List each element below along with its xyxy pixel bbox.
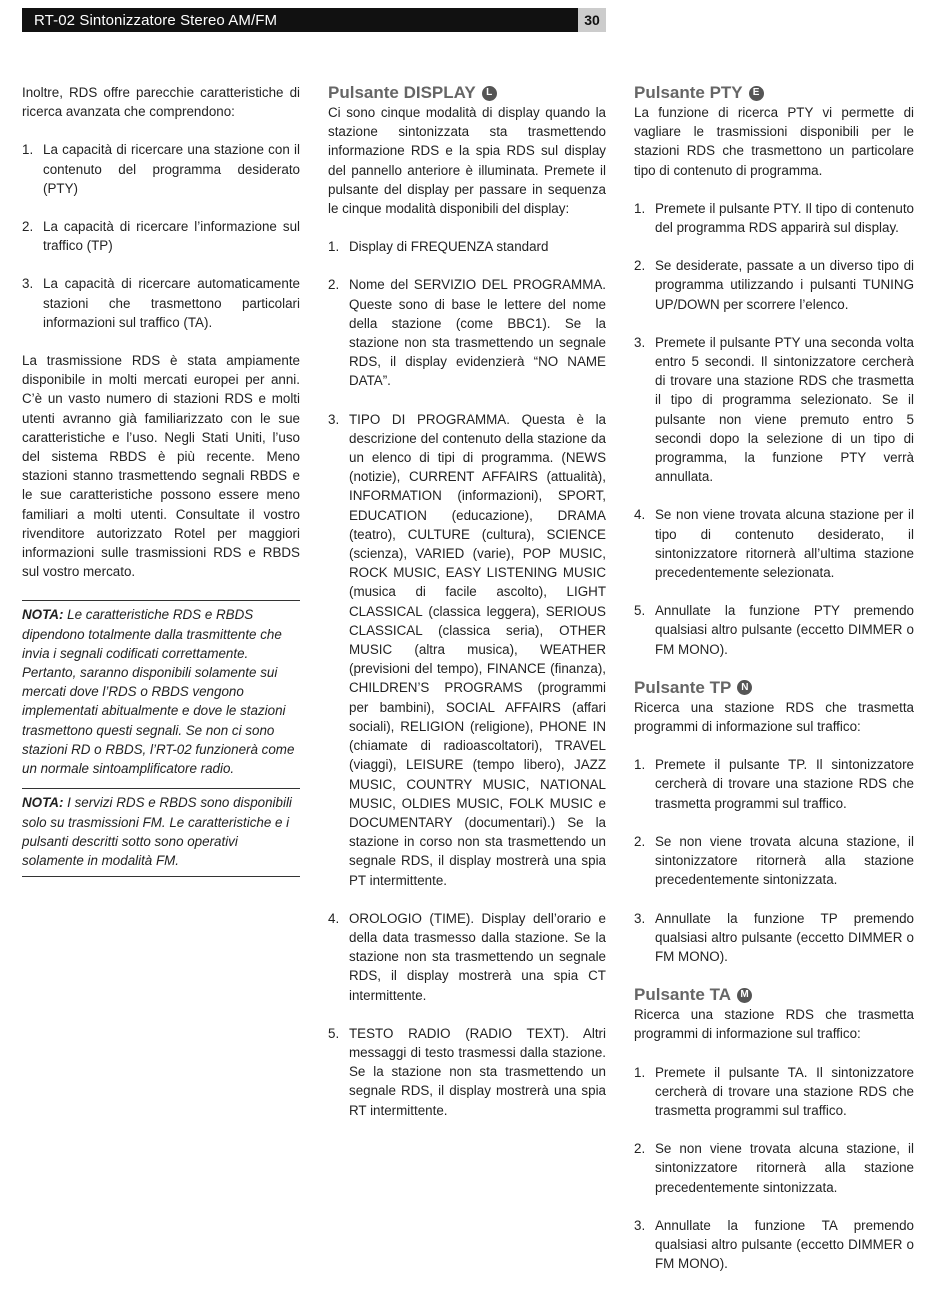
- list-text: OROLOGIO (TIME). Display dell’orario e della data trasmesso dalla stazione. Se la stazione non sta trasmettendo un segnale RDS, il display mostrerà una spia CT intermittente.: [349, 910, 606, 1003]
- list-number: 5.: [328, 1025, 340, 1041]
- list-text: Se desiderate, passate a un diverso tipo di programma utilizzando i pulsanti TUNING UP/DOWN per scorrere l’elenco.: [655, 258, 914, 312]
- list-number: 2.: [634, 833, 646, 849]
- list-item: [634, 333, 914, 487]
- tp-steps-list: [634, 755, 914, 966]
- list-number: 1.: [22, 142, 34, 158]
- section-tp: [634, 678, 914, 966]
- list-text: Se non viene trovata alcuna stazione, il sintonizzatore ritornerà alla stazione precedentemente sintonizzata.: [655, 1141, 914, 1195]
- note-text: Le caratteristiche RDS e RBDS dipendono totalmente dalla trasmittente che invia i segnali codificati correttamente. Pertanto, saranno disponibili solamente sui mercati dove l’RDS o RBDS vengono implementati abitualmente e dove le stazioni trasmettono questi segnali. Se non ci sono stazioni RD o RBDS, l’RT-02 funzionerà come un normale sintoamplificatore radio.: [22, 607, 295, 777]
- list-number: 1.: [634, 1064, 646, 1080]
- list-number: 4.: [634, 507, 646, 523]
- list-item: [634, 1063, 914, 1121]
- list-text: Premete il pulsante TA. Il sintonizzatore cercherà di trovare una stazione RDS che trasmetta programmi sul traffico.: [655, 1064, 914, 1118]
- list-text: La capacità di ricercare l’informazione sul traffico (TP): [43, 219, 300, 254]
- list-item: [328, 237, 606, 256]
- section-pty: [634, 83, 914, 659]
- heading-text: Pulsante TP: [634, 677, 732, 697]
- list-text: Se non viene trovata alcuna stazione per il tipo di contenuto desiderato, il sintonizzatore ritornerà all’ultima stazione precedentemente selezionata.: [655, 507, 914, 581]
- list-text: La capacità di ricercare automaticamente stazioni che trasmettono particolari informazioni sul traffico (TA).: [43, 276, 300, 330]
- page-header: [22, 8, 606, 32]
- section-heading-pty: [634, 83, 914, 103]
- display-modes-list: [328, 237, 606, 1120]
- note-box: [22, 600, 300, 782]
- list-number: 1.: [328, 239, 340, 255]
- list-text: Display di FREQUENZA standard: [349, 239, 549, 255]
- rds-paragraph: La trasmissione RDS è stata ampiamente disponibile in molti mercati europei per anni. C’è un vasto numero di stazioni RDS e molti utenti avranno già familiarizzato con le sue caratteristiche e l’uso. Negli Stati Uniti, l’uso del sistema RBDS è più recente. Meno stazioni stanno trasmettendo segnali RBDS e le sue caratteristiche possono essere meno familiari a molti utenti. Consultate il vostro rivenditore autorizzato Rotel per maggiori informazioni sulle trasmissioni RDS e RBDS sul vostro mercato.: [22, 353, 300, 580]
- list-text: Se non viene trovata alcuna stazione, il sintonizzatore ritornerà alla stazione precedentemente sintonizzata.: [655, 833, 914, 888]
- section-intro: Ci sono cinque modalità di display quando la stazione sintonizzata sta trasmettendo informazione RDS e la spia RDS sul display del pannello anteriore è illuminata. Premete il pulsante del display per passare in sequenza le cinque modalità disponibili del display:: [328, 105, 606, 217]
- column-1: [22, 83, 300, 883]
- list-text: Premete il pulsante PTY una seconda volta entro 5 secondi. Il sintonizzatore cercherà di trovare una stazione RDS che trasmetta il tipo di programma selezionato. Se il pulsante non viene premuto entro 5 secondi dopo la selezione di un tipo di programma, la funzione PTY verrà annullata.: [655, 334, 914, 485]
- note-label: NOTA:: [22, 607, 64, 623]
- list-text: Annullate la funzione PTY premendo qualsiasi altro pulsante (eccetto DIMMER o FM MONO).: [655, 603, 914, 657]
- list-text: La capacità di ricercare una stazione con il contenuto del programma desiderato (PTY): [43, 142, 300, 196]
- list-number: 3.: [328, 411, 340, 427]
- list-text: Annullate la funzione TA premendo qualsiasi altro pulsante (eccetto DIMMER o FM MONO).: [655, 1217, 914, 1272]
- page-number: 30: [578, 8, 606, 32]
- list-item: [22, 274, 300, 332]
- list-number: 1.: [634, 200, 646, 216]
- list-item: [634, 505, 914, 582]
- pty-steps-list: [634, 199, 914, 659]
- note-text: I servizi RDS e RBDS sono disponibili solo su trasmissioni FM. Le caratteristiche e i pulsanti descritti sotto sono operativi solamente in modalità FM.: [22, 795, 292, 868]
- heading-text: Pulsante TA: [634, 985, 731, 1005]
- note-box: [22, 788, 300, 877]
- list-text: TIPO DI PROGRAMMA. Questa è la descrizione del contenuto della stazione da un elenco di tipi di programma. (NEWS (notizie), CURRENT AFFAIRS (attualità), INFORMATION (informazioni), SPORT, EDUCATION (educazione), DRAMA (teatro), CULTURE (cultura), SCIENCE (scienza), VARIED (varie), POP MUSIC, ROCK MUSIC, EASY LISTENING MUSIC (musica di facile ascolto), LIGHT CLASSICAL (classica leggera), SERIOUS CLASSICAL (classica seria), OTHER MUSIC (altra musica), WEATHER (previsioni del tempo), FINANCE (finanza), CHILDREN’S PROGRAMS (programmi per bambini), SOCIAL AFFAIRS (affari sociali), RELIGION (religione), PHONE IN (chiamate di radioascoltatori), TRAVEL (viaggi), LEISURE (tempo libero), JAZZ MUSIC, COUNTRY MUSIC, NATIONAL MUSIC, OLDIES MUSIC, FOLK MUSIC e DOCUMENTARY (documentari).) Se la stazione in corso non sta trasmettendo un segnale RDS, il display mostrerà una spia PT intermittente.: [349, 411, 606, 888]
- list-item: [328, 1024, 606, 1120]
- list-number: 3.: [634, 334, 646, 350]
- rds-features-list: [22, 140, 300, 332]
- badge-icon: E: [749, 86, 764, 101]
- intro-paragraph: Inoltre, RDS offre parecchie caratteristiche di ricerca avanzata che comprendono:: [22, 85, 300, 120]
- list-number: 3.: [634, 910, 646, 926]
- list-number: 1.: [634, 757, 646, 773]
- note-label: NOTA:: [22, 795, 64, 811]
- list-text: Nome del SERVIZIO DEL PROGRAMMA. Queste sono di base le lettere del nome della stazione (come BBC1). Se la stazione non sta trasmettendo un segnale RDS, il display evidenzierà “NO NAME DATA”.: [349, 277, 606, 389]
- column-3: [634, 83, 914, 1292]
- heading-text: Pulsante PTY: [634, 83, 743, 102]
- badge-icon: N: [737, 680, 752, 695]
- section-ta: [634, 985, 914, 1273]
- section-intro: La funzione di ricerca PTY vi permette di vagliare le trasmissioni disponibili per le stazioni RDS che trasmettono un particolare tipo di contenuto di programma.: [634, 105, 914, 178]
- list-number: 2.: [634, 258, 646, 274]
- badge-icon: M: [737, 988, 752, 1003]
- list-item: [634, 832, 914, 890]
- list-number: 2.: [634, 1141, 646, 1157]
- list-number: 5.: [634, 603, 646, 619]
- badge-icon: L: [482, 86, 497, 101]
- section-heading-ta: [634, 985, 914, 1005]
- list-item: [634, 256, 914, 314]
- list-text: TESTO RADIO (RADIO TEXT). Altri messaggi di testo trasmessi dalla stazione. Se la stazione non sta trasmettendo un segnale RDS, il display mostrerà una spia RT intermittente.: [349, 1025, 606, 1118]
- list-item: [328, 275, 606, 390]
- list-item: [634, 909, 914, 967]
- document-title: RT-02 Sintonizzatore Stereo AM/FM: [34, 11, 278, 29]
- list-item: [22, 140, 300, 198]
- list-item: [634, 1139, 914, 1197]
- heading-text: Pulsante DISPLAY: [328, 83, 476, 102]
- ta-steps-list: [634, 1063, 914, 1274]
- list-text: Annullate la funzione TP premendo qualsiasi altro pulsante (eccetto DIMMER o FM MONO).: [655, 910, 914, 964]
- list-number: 2.: [328, 277, 340, 293]
- section-heading-tp: [634, 678, 914, 698]
- list-item: [634, 601, 914, 659]
- list-text: Premete il pulsante TP. Il sintonizzatore cercherà di trovare una stazione RDS che trasmetta programmi sul traffico.: [655, 757, 914, 811]
- list-number: 2.: [22, 219, 34, 235]
- list-item: [634, 755, 914, 813]
- list-text: Premete il pulsante PTY. Il tipo di contenuto del programma RDS apparirà sul display.: [655, 200, 914, 236]
- list-item: [22, 217, 300, 255]
- list-item: [634, 199, 914, 237]
- list-item: [634, 1216, 914, 1274]
- list-number: 3.: [634, 1217, 646, 1233]
- section-intro: Ricerca una stazione RDS che trasmetta programmi di informazione sul traffico:: [634, 699, 914, 735]
- list-item: [328, 410, 606, 890]
- column-2: [328, 83, 606, 1139]
- section-intro: Ricerca una stazione RDS che trasmetta programmi di informazione sul traffico:: [634, 1007, 914, 1042]
- list-item: [328, 909, 606, 1005]
- section-heading-display: [328, 83, 606, 103]
- list-number: 3.: [22, 276, 34, 292]
- list-number: 4.: [328, 910, 340, 926]
